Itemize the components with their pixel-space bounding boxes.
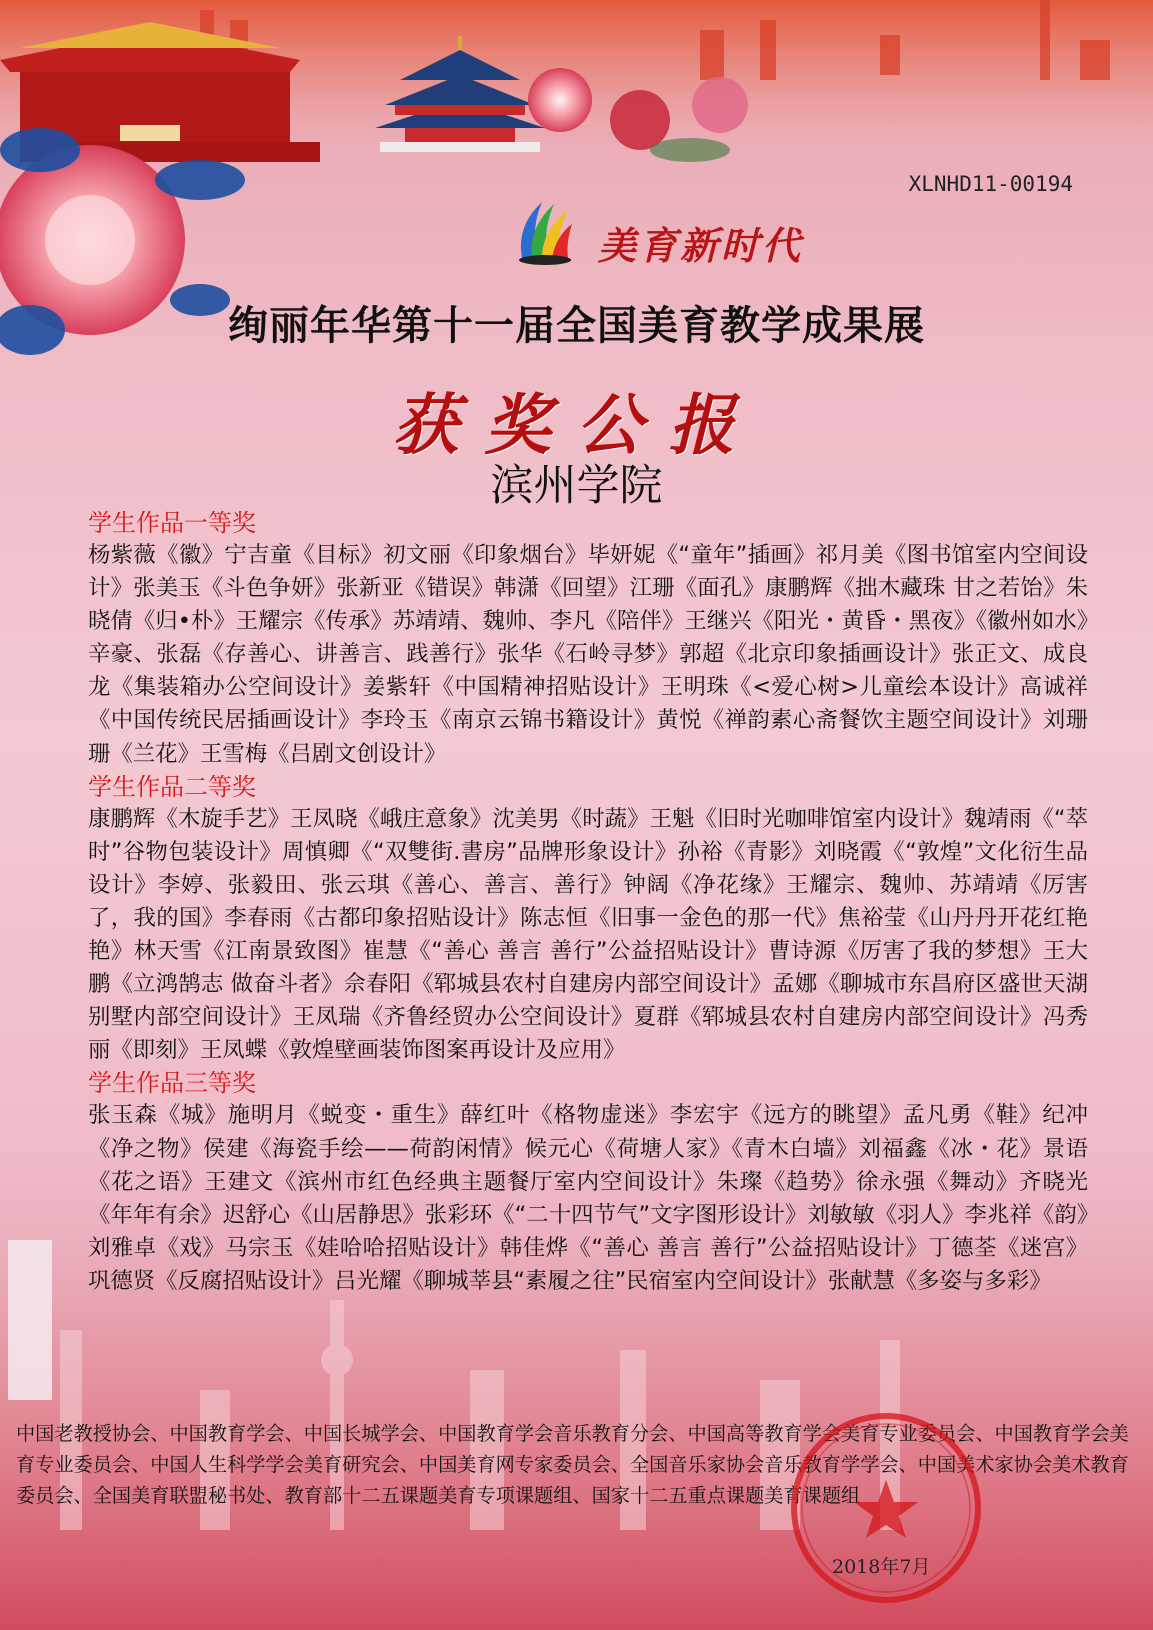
logo-icon	[512, 196, 574, 266]
issue-date: 2018年7月	[832, 1556, 931, 1578]
third-prize-section	[88, 1067, 1088, 1298]
section-body: 杨紫薇《徽》宁吉童《目标》初文丽《印象烟台》毕妍妮《“童年”插画》祁月美《图书馆室内空间设计》张美玉《斗色争妍》张新亚《错误》韩潇《回望》江珊《面孔》康鹏辉《拙木藏珠 甘之若饴》朱晓倩《归•朴》王耀宗《传承》苏靖靖、魏帅、李凡《陪伴》王继兴《阳光・黄昏・黑夜》《徽州如水》辛豪、张磊《存善心、讲善言、践善行》张华《石岭寻梦》郭超《北京印象插画设计》张正文、成良龙《集装箱办公空间设计》姜紫轩《中国精神招贴设计》王明珠《<爱心树>儿童绘本设计》高诚祥《中国传统民居插画设计》李玲玉《南京云锦书籍设计》黄悦《禅韵素心斋餐饮主题空间设计》刘珊珊《兰花》王雪梅《吕剧文创设计》	[88, 542, 1088, 767]
first-prize-section	[88, 507, 1088, 771]
page-title: 绚丽年华第十一届全国美育教学成果展	[228, 303, 925, 349]
section-heading: 学生作品一等奖	[88, 509, 256, 537]
certificate-number: XLNHD11-00194	[908, 172, 1073, 196]
second-prize-section	[88, 771, 1088, 1068]
organizers-list: 中国老教授协会、中国教育学会、中国长城学会、中国教育学会音乐教育分会、中国高等教育学会美育专业委员会、中国教育学会美育专业委员会、中国人生科学学会美育研究会、中国美育网专家委员会、全国音乐家协会音乐教育学学会、中国美术家协会美术教育委员会、全国美育联盟秘书处、教育部十二五课题美育专项课题组、国家十二五重点课题美育课题组	[16, 1422, 1129, 1507]
section-body: 康鹏辉《木旋手艺》王凤晓《峨庄意象》沈美男《时蔬》王魁《旧时光咖啡馆室内设计》魏靖雨《“萃时”谷物包装设计》周慎卿《“双雙街.書房”品牌形象设计》孙裕《青影》刘晓霞《“敦煌”文化衍生品设计》李婷、张毅田、张云琪《善心、善言、善行》钟阔《净花缘》王耀宗、魏帅、苏靖靖《厉害了，我的国》李春雨《古都印象招贴设计》陈志恒《旧事一金色的那一代》焦裕莹《山丹丹开花红艳艳》林天雪《江南景致图》崔慧《“善心 善言 善行”公益招贴设计》曹诗源《厉害了我的梦想》王大鹏《立鸿鹄志 做奋斗者》佘春阳《郓城县农村自建房内部空间设计》孟娜《聊城市东昌府区盛世天湖别墅内部空间设计》王凤瑞《齐鲁经贸办公空间设计》夏群《郓城县农村自建房内部空间设计》冯秀丽《即刻》王凤蝶《敦煌壁画装饰图案再设计及应用》	[88, 805, 1088, 1064]
brand-slogan: 美育新时代	[598, 223, 804, 268]
award-announcement-title: 获奖公报	[392, 386, 761, 464]
school-name: 滨州学院	[490, 461, 663, 511]
section-body: 张玉森《城》施明月《蜕变・重生》薛红叶《格物虚迷》李宏宇《远方的眺望》孟凡勇《鞋》纪冲《净之物》侯建《海瓷手绘——荷韵闲情》候元心《荷塘人家》《青木白墙》刘福鑫《冰・花》景语《花之语》王建文《滨州市红色经典主题餐厅室内空间设计》朱璨《趋势》徐永强《舞动》齐晓光《年年有余》迟舒心《山居静思》张彩环《“二十四节气”文字图形设计》刘敏敏《羽人》李兆祥《韵》刘雅卓《戏》马宗玉《娃哈哈招贴设计》韩佳烨《“善心 善言 善行”公益招贴设计》丁德荃《迷宫》巩德贤《反腐招贴设计》吕光耀《聊城莘县“素履之往”民宿室内空间设计》张献慧《多姿与多彩》	[88, 1102, 1088, 1294]
rocket-decoration	[8, 1240, 52, 1400]
section-heading: 学生作品三等奖	[88, 1069, 256, 1098]
award-list	[88, 507, 1088, 1298]
section-heading: 学生作品二等奖	[88, 772, 256, 801]
